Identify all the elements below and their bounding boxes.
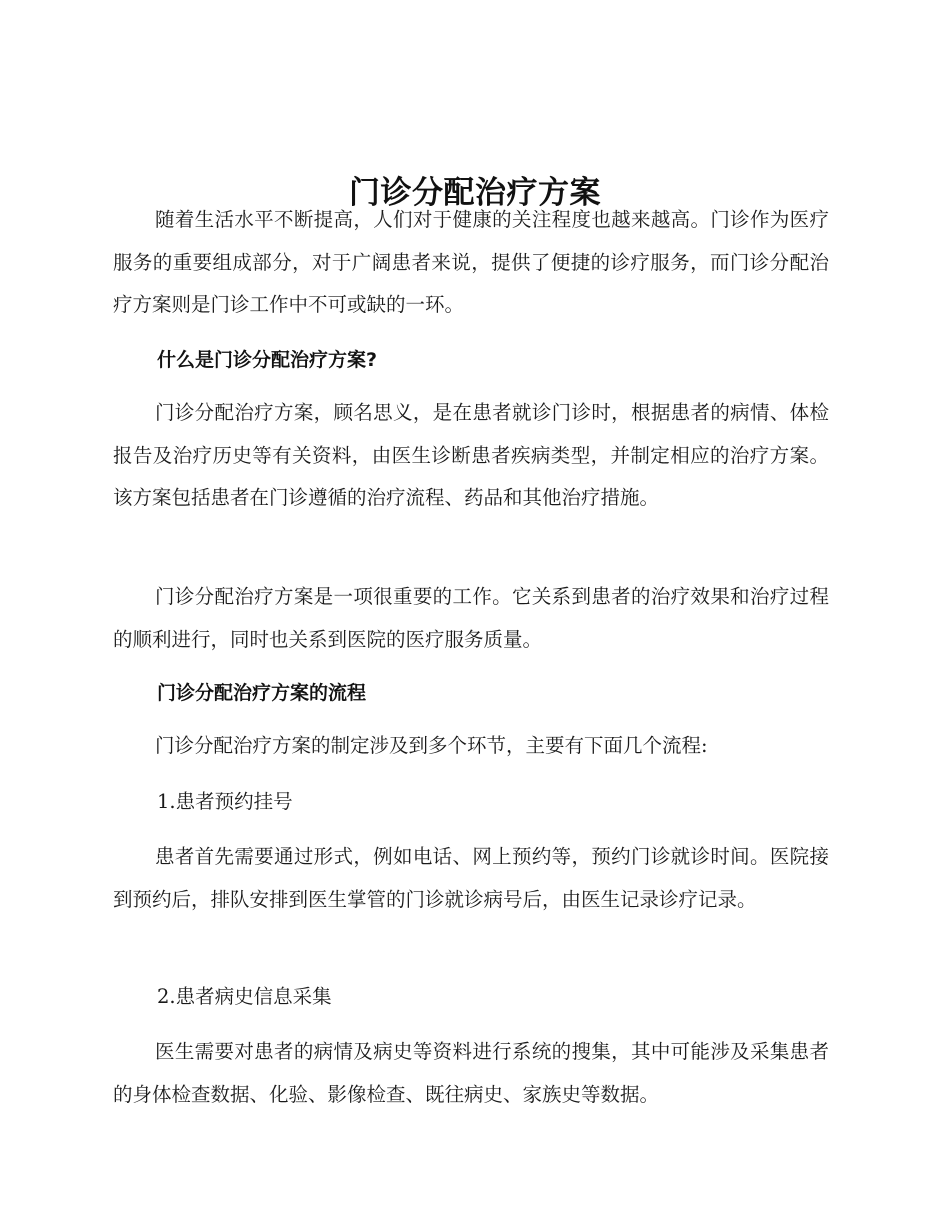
intro-paragraph: 随着生活水平不断提高，人们对于健康的关注程度也越来越高。门诊作为医疗服务的重要组成部分，对于广阔患者来说，提供了便捷的诊疗服务，而门诊分配治疗方案则是门诊工作中不可或缺的一环。 xyxy=(113,208,829,316)
importance-paragraph: 门诊分配治疗方案是一项很重要的工作。它关系到患者的治疗效果和治疗过程的顺利进行，同时也关系到医院的医疗服务质量。 xyxy=(113,585,829,651)
step-body: 医生需要对患者的病情及病史等资料进行系统的搜集，其中可能涉及采集患者的身体检查数据、化验、影像检查、既往病史、家族史等数据。 xyxy=(113,1040,829,1106)
document-title: 门诊分配治疗方案 xyxy=(349,174,601,211)
section-heading-what-is: 什么是门诊分配治疗方案? xyxy=(157,349,378,371)
step-body: 患者首先需要通过形式，例如电话、网上预约等，预约门诊就诊时间。医院接到预约后，排队安排到医生掌管的门诊就诊病号后，由医生记录诊疗记录。 xyxy=(113,845,829,911)
process-intro-paragraph: 门诊分配治疗方案的制定涉及到多个环节，主要有下面几个流程: xyxy=(155,734,708,757)
step-title: 1.患者预约挂号 xyxy=(157,790,293,813)
definition-paragraph: 门诊分配治疗方案，顾名思义，是在患者就诊门诊时，根据患者的病情、体检报告及治疗历史等有关资料，由医生诊断患者疾病类型，并制定相应的治疗方案。该方案包括患者在门诊遵循的治疗流程、药品和其他治疗措施。 xyxy=(113,401,829,509)
section-heading-process: 门诊分配治疗方案的流程 xyxy=(157,682,367,704)
step-title: 2.患者病史信息采集 xyxy=(157,985,332,1008)
